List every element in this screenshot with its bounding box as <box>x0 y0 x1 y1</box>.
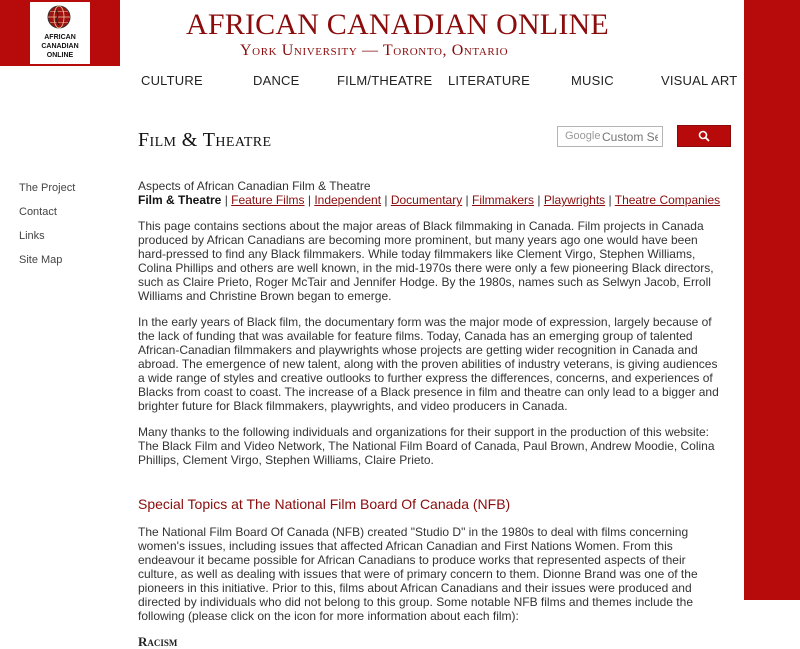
aspects-heading: Aspects of African Canadian Film & Theatre <box>138 179 371 193</box>
search-icon <box>698 130 710 142</box>
history-paragraph: In the early years of Black film, the documentary form was the major mode of expression, largely because of the lack of funding that was available for feature films. Today, Canada has an emerging group of talented African-Canadian filmmakers and playwrights whose projects are getting wider recognition in Canada and abroad. The emergence of new talent, along with the proven abilities of industry veterans, is giving audiences a wide range of styles and creative outlooks to further express the differences, concerns, and experiences of Blacks from coast to coast. The increase of a Black presence in film and theatre can only lead to a bigger and brighter future for Black filmmakers, playwrights, and video producers in Canada. <box>138 315 719 413</box>
nav-literature[interactable]: LITERATURE <box>448 73 530 88</box>
intro-paragraph: This page contains sections about the major areas of Black filmmaking in Canada. Film projects in Canada produced by African Canadians are becoming more prominent, but many years ago one would have been hard-pressed to find any Black filmmakers. While today filmmakers like Clement Virgo, Stephen Williams, Colina Phillips and others are well known, in the mid-1970s there were only a few pioneering Black directors, such as Claire Prieto, Roger McTair and Jennifer Hodge. By the 1980s, names such as Selwyn Jacob, Erroll Williams and Christine Brown began to emerge. <box>138 219 714 303</box>
globe-icon <box>47 5 71 29</box>
crumb-feature-films[interactable]: Feature Films <box>231 193 305 207</box>
nav-culture[interactable]: CULTURE <box>141 73 203 88</box>
search-brand: Google <box>565 130 601 142</box>
site-title: AFRICAN CANADIAN ONLINE <box>186 8 609 41</box>
sidebar <box>19 181 119 277</box>
main-content <box>138 179 723 649</box>
crumb-documentary[interactable]: Documentary <box>390 193 463 207</box>
site-subtitle: York University — Toronto, Ontario <box>240 42 509 59</box>
top-navigation <box>0 73 744 89</box>
crumb-theatre-companies[interactable]: Theatre Companies <box>614 193 721 207</box>
logo-line-1: AFRICAN <box>44 34 76 41</box>
crumb-current: Film & Theatre <box>138 193 222 207</box>
thanks-paragraph: Many thanks to the following individuals and organizations for their support in the production of this website: The Black Film and Video Network, The National Film Board of Canada, Paul Brown, Andrew Moodie, Colina Phillips, Clement Virgo, Stephen Williams, Claire Prieto. <box>138 425 715 467</box>
nav-visual-art[interactable]: VISUAL ART <box>661 73 738 88</box>
site-logo[interactable] <box>30 2 90 64</box>
nav-film-theatre[interactable]: FILM/THEATRE <box>337 73 433 88</box>
breadcrumb: Film & Theatre | Feature Films | Independent | Documentary | Filmmakers | Playwrights | Theatre Companies <box>138 193 721 207</box>
special-topics-heading: Special Topics at The National Film Board Of Canada (NFB) <box>138 496 511 512</box>
logo-line-2: CANADIAN <box>41 43 79 50</box>
nav-music[interactable]: MUSIC <box>571 73 614 88</box>
logo-line-3: ONLINE <box>46 52 74 59</box>
logo-text <box>30 33 90 60</box>
search-button[interactable] <box>677 125 731 147</box>
sidebar-item-the-project[interactable]: The Project <box>19 182 76 194</box>
sidebar-item-links[interactable]: Links <box>19 230 45 242</box>
nfb-paragraph: The National Film Board Of Canada (NFB) created "Studio D" in the 1980s to deal with films concerning women's issues, including issues that affected African Canadian and First Nations Women. From this endeavour it became possible for African Canadians to produce works that represented aspects of their culture, as well as dealing with issues that were of primary concern to them. Dionne Brand was one of the pioneers in this initiative. Prior to this, films about African Canadians and their issues were produced and directed by individuals who did not belong to this group. Some notable NFB films and themes include the following (please click on the icon for more information about each film): <box>138 525 698 623</box>
nav-dance[interactable]: DANCE <box>253 73 300 88</box>
crumb-playwrights[interactable]: Playwrights <box>543 193 606 207</box>
page-title: Film & Theatre <box>138 129 272 151</box>
search-box[interactable] <box>557 126 663 147</box>
racism-heading: Racism <box>138 634 178 649</box>
crumb-independent[interactable]: Independent <box>314 193 382 207</box>
left-red-strip <box>0 0 120 66</box>
search-input[interactable] <box>558 127 662 146</box>
sidebar-item-site-map[interactable]: Site Map <box>19 254 63 266</box>
crumb-filmmakers[interactable]: Filmmakers <box>472 193 535 207</box>
sidebar-item-contact[interactable]: Contact <box>19 206 57 218</box>
right-red-strip <box>744 0 800 600</box>
